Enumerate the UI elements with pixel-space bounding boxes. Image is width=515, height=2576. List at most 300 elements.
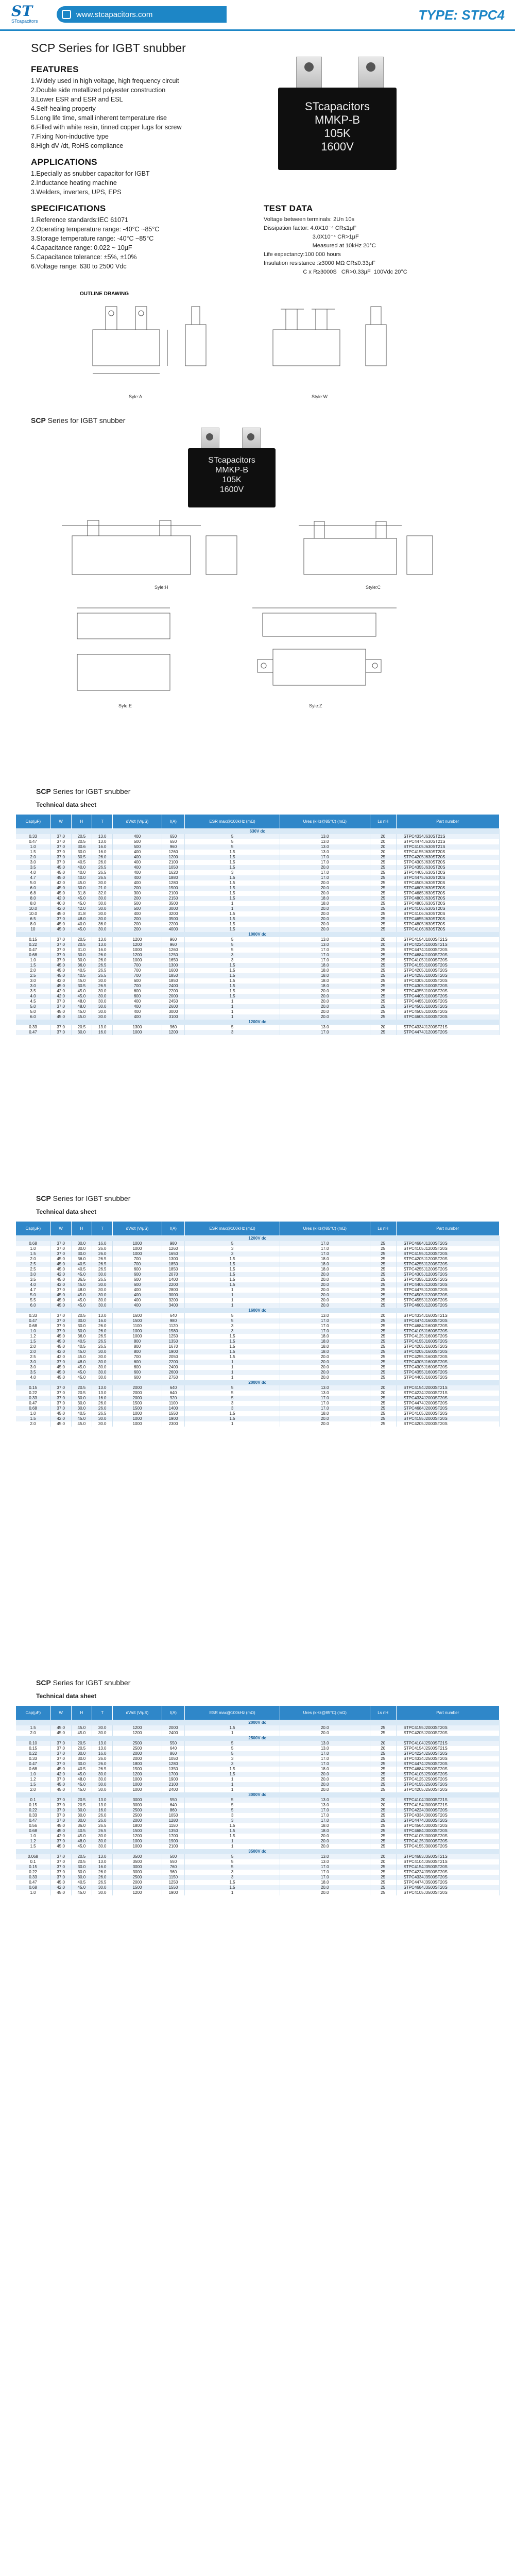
table-row xyxy=(16,1272,500,1277)
part-number-cell: STPC4605J1200ST20S xyxy=(396,1303,500,1308)
table-cell: 5 xyxy=(185,937,280,942)
table-row xyxy=(16,886,500,891)
table-cell: 45.0 xyxy=(71,1370,92,1375)
table-cell: 45.0 xyxy=(71,927,92,932)
table-cell: 400 xyxy=(113,855,162,860)
table-cell: 2450 xyxy=(162,999,185,1004)
table-cell: 37.0 xyxy=(50,1004,71,1009)
table-cell: 45.0 xyxy=(71,1725,92,1731)
table-cell: 17.0 xyxy=(280,860,370,865)
table-cell: 25 xyxy=(370,1787,396,1792)
table-row xyxy=(16,1277,500,1282)
table-cell: 25 xyxy=(370,1818,396,1823)
table-cell: 40.5 xyxy=(71,1767,92,1772)
table-cell: 400 xyxy=(113,834,162,839)
table-cell: 1.5 xyxy=(185,1823,280,1828)
table-cell: 20.5 xyxy=(71,1803,92,1808)
part-number-cell: STPC4684J1200ST20S xyxy=(396,1241,500,1246)
table-cell: 25 xyxy=(370,999,396,1004)
list-item: 1.Reference standards:IEC 61071 xyxy=(31,216,129,224)
table-cell: 45.0 xyxy=(50,1267,71,1272)
part-number-cell: STPC4224J3500ST20S xyxy=(396,1870,500,1875)
table-cell: 26.5 xyxy=(92,1339,113,1344)
table-cell: 13.0 xyxy=(280,1391,370,1396)
table-cell: 1000 xyxy=(113,1334,162,1339)
table-cell: 300 xyxy=(113,891,162,896)
table-cell: 37.0 xyxy=(50,1859,71,1865)
list-item: 3.Storage temperature range: -40°C ~85°C xyxy=(31,235,154,242)
table-cell: 26.0 xyxy=(92,1761,113,1767)
table-cell: 48.0 xyxy=(71,1287,92,1293)
table-cell: 5 xyxy=(185,1318,280,1324)
table-cell: 1 xyxy=(185,906,280,911)
table-cell: 1350 xyxy=(162,1828,185,1834)
table-cell: 0.33 xyxy=(16,834,51,839)
table-cell: 6.8 xyxy=(16,891,51,896)
table-cell: 20.5 xyxy=(71,1313,92,1318)
part-number-cell: STPC4684J2500ST20S xyxy=(396,1767,500,1772)
table-cell: 25 xyxy=(370,1875,396,1880)
table-cell: 25 xyxy=(370,947,396,953)
table-row xyxy=(16,978,500,984)
table-row xyxy=(16,1416,500,1421)
table-cell: 1 xyxy=(185,1287,280,1293)
table-cell: 2.0 xyxy=(16,1421,51,1427)
table-cell: 1.0 xyxy=(16,1890,51,1895)
part-number-cell: STPC4224J2500ST20S xyxy=(396,1751,500,1756)
table-cell: 42.0 xyxy=(50,994,71,999)
table-cell: 600 xyxy=(113,1375,162,1380)
table-cell: 37.0 xyxy=(50,1329,71,1334)
table-cell: 1.5 xyxy=(185,994,280,999)
table-cell: 20.0 xyxy=(280,1772,370,1777)
table-row xyxy=(16,1406,500,1411)
table-row xyxy=(16,1859,500,1865)
table-cell: 25 xyxy=(370,1421,396,1427)
table-cell: 30.0 xyxy=(92,1839,113,1844)
voltage-group-row xyxy=(16,1380,500,1385)
table-row xyxy=(16,994,500,999)
table-cell: 1250 xyxy=(162,1880,185,1885)
table-cell: 37.0 xyxy=(50,1406,71,1411)
table-cell: 2100 xyxy=(162,860,185,865)
table-cell: 25 xyxy=(370,1365,396,1370)
table-cell: 2100 xyxy=(162,891,185,896)
table-cell: 1600 xyxy=(113,1313,162,1318)
table-row xyxy=(16,1421,500,1427)
table-cell: 17.0 xyxy=(280,947,370,953)
part-number-cell: STPC4255J1200ST20S xyxy=(396,1262,500,1267)
table-cell: 3 xyxy=(185,1875,280,1880)
table-row xyxy=(16,1030,500,1035)
table-cell: 30.0 xyxy=(92,927,113,932)
table-cell: 8.0 xyxy=(16,896,51,901)
table-row xyxy=(16,958,500,963)
table-cell: 37.0 xyxy=(50,1025,71,1030)
table-row xyxy=(16,1360,500,1365)
table-cell: 26.5 xyxy=(92,1767,113,1772)
table-cell: 0.68 xyxy=(16,1241,51,1246)
table-cell: 13.0 xyxy=(280,839,370,844)
table-row xyxy=(16,839,500,844)
part-number-cell: STPC4305J1000ST20S xyxy=(396,984,500,989)
table-cell: 20.0 xyxy=(280,1298,370,1303)
table-cell: 4.0 xyxy=(16,870,51,875)
table-cell: 3000 xyxy=(113,1870,162,1875)
table-cell: 26.0 xyxy=(92,1756,113,1761)
table-cell: 500 xyxy=(113,844,162,850)
table-cell: 45.0 xyxy=(50,1365,71,1370)
table-cell: 2400 xyxy=(162,1731,185,1736)
table-cell: 40.5 xyxy=(71,1262,92,1267)
table-cell: 25 xyxy=(370,968,396,973)
part-number-cell: STPC4805J630ST20S xyxy=(396,896,500,901)
table-cell: 700 xyxy=(113,963,162,968)
part-number-cell: STPC4683J3500ST21S xyxy=(396,1854,500,1859)
table-cell: 1200 xyxy=(113,1834,162,1839)
table-cell: 1900 xyxy=(162,1890,185,1895)
table-cell: 1000 xyxy=(113,1030,162,1035)
table-cell: 5 xyxy=(185,834,280,839)
voltage-group-row xyxy=(16,1308,500,1313)
table-cell: 45.0 xyxy=(50,1303,71,1308)
table-cell: 600 xyxy=(113,1267,162,1272)
table-cell: 26.0 xyxy=(92,860,113,865)
table-cell: 550 xyxy=(162,1741,185,1746)
part-number-cell: STPC4105J3500ST20S xyxy=(396,1890,500,1895)
table-cell: 25 xyxy=(370,1282,396,1287)
website-banner[interactable] xyxy=(57,6,227,23)
table-cell: 400 xyxy=(113,1293,162,1298)
table-cell: 21.0 xyxy=(92,886,113,891)
table-cell: 20.0 xyxy=(280,1004,370,1009)
table-cell: 18.0 xyxy=(280,1334,370,1339)
test-data-heading: TEST DATA xyxy=(264,204,313,213)
table-cell: 1350 xyxy=(162,1339,185,1344)
table-cell: 42.0 xyxy=(50,1354,71,1360)
table-cell: 2070 xyxy=(162,1272,185,1277)
table-cell: 40.5 xyxy=(71,1344,92,1349)
table-cell: 5 xyxy=(185,1396,280,1401)
table-cell: 0.15 xyxy=(16,1385,51,1391)
table2-subtitle: Technical data sheet xyxy=(36,1208,97,1215)
table-row xyxy=(16,963,500,968)
table-cell: 0.33 xyxy=(16,1025,51,1030)
table-cell: 13.0 xyxy=(92,1859,113,1865)
part-number-cell: STPC4405J1200ST20S xyxy=(396,1282,500,1287)
table-cell: 20 xyxy=(370,1859,396,1865)
table-cell: 45.0 xyxy=(71,978,92,984)
part-number-cell: STPC4205J2500ST20S xyxy=(396,1787,500,1792)
table-cell: 2.5 xyxy=(16,1267,51,1272)
table-cell: 3000 xyxy=(162,906,185,911)
table-row xyxy=(16,1391,500,1396)
capacitor-photo xyxy=(268,57,412,175)
table-cell: 1500 xyxy=(113,1401,162,1406)
table-cell: 5 xyxy=(185,1803,280,1808)
table-cell: 45.0 xyxy=(50,1334,71,1339)
table-cell: 960 xyxy=(162,937,185,942)
table-cell: 1260 xyxy=(162,850,185,855)
table-cell: 13.0 xyxy=(92,1391,113,1396)
table-cell: 17.0 xyxy=(280,1030,370,1035)
table-cell: 1880 xyxy=(162,875,185,880)
table-cell: 25 xyxy=(370,1251,396,1257)
table-cell: 30.0 xyxy=(92,1421,113,1427)
table-cell: 1.5 xyxy=(16,850,51,855)
table-cell: 25 xyxy=(370,1293,396,1298)
table-cell: 4.5 xyxy=(16,999,51,1004)
column-header: T xyxy=(92,815,113,829)
table-cell: 20.0 xyxy=(280,1365,370,1370)
table-row xyxy=(16,1370,500,1375)
table-cell: 3 xyxy=(185,1246,280,1251)
table-cell: 17.0 xyxy=(280,875,370,880)
table-cell: 1800 xyxy=(113,1761,162,1767)
table-cell: 36.5 xyxy=(71,1277,92,1282)
voltage-group-row xyxy=(16,1849,500,1854)
table-cell: 30.5 xyxy=(71,855,92,860)
table-cell: 48.0 xyxy=(71,999,92,1004)
table-cell: 25 xyxy=(370,927,396,932)
table-cell: 20.0 xyxy=(280,1777,370,1782)
table-cell: 2.0 xyxy=(16,1349,51,1354)
table-cell: 0.47 xyxy=(16,1318,51,1324)
table-cell: 18.0 xyxy=(280,963,370,968)
table-cell: 1900 xyxy=(162,1839,185,1844)
table-cell: 1000 xyxy=(113,1241,162,1246)
table-cell: 25 xyxy=(370,1834,396,1839)
table-cell: 1850 xyxy=(162,1267,185,1272)
table-cell: 5 xyxy=(185,1859,280,1865)
table-cell: 25 xyxy=(370,1262,396,1267)
table-cell: 17.0 xyxy=(280,1870,370,1875)
table-cell: 20.0 xyxy=(280,1354,370,1360)
table-cell: 1.2 xyxy=(16,1777,51,1782)
table-row xyxy=(16,1746,500,1751)
table-row xyxy=(16,1767,500,1772)
table-row xyxy=(16,1257,500,1262)
table-cell: 650 xyxy=(162,834,185,839)
table-cell: 1800 xyxy=(113,1823,162,1828)
table-cell: 30.0 xyxy=(92,1282,113,1287)
table-row xyxy=(16,1880,500,1885)
table-cell: 2.5 xyxy=(16,973,51,978)
table-cell: 1.5 xyxy=(185,1334,280,1339)
table-cell: 20 xyxy=(370,1025,396,1030)
voltage-group-row xyxy=(16,1020,500,1025)
column-header: ESR max@100kHz (mΩ) xyxy=(185,1706,280,1720)
website-url[interactable]: www.stcapacitors.com xyxy=(76,10,153,19)
specifications-list xyxy=(31,215,159,271)
product-type: TYPE: STPC4 xyxy=(418,7,505,23)
table-cell: 45.0 xyxy=(50,922,71,927)
table-cell: 400 xyxy=(113,1004,162,1009)
part-number-cell: STPC4154J2000ST21S xyxy=(396,1385,500,1391)
part-number-cell: STPC4505J1000ST20S xyxy=(396,1004,500,1009)
table-cell: 2100 xyxy=(162,1844,185,1849)
table-cell: 36.0 xyxy=(71,963,92,968)
table-cell: 26.5 xyxy=(92,973,113,978)
table-cell: 5 xyxy=(185,839,280,844)
table-cell: 1.5 xyxy=(185,865,280,870)
column-header: Cap(μF) xyxy=(16,1222,51,1236)
part-number-cell: STPC4205J2000ST20S xyxy=(396,1731,500,1736)
table-cell: 30.0 xyxy=(92,880,113,886)
table-cell: 17.0 xyxy=(280,1818,370,1823)
part-number-cell: STPC4305J1600ST20S xyxy=(396,1360,500,1365)
table-cell: 25 xyxy=(370,958,396,963)
table-cell: 20.5 xyxy=(71,1859,92,1865)
table-cell: 30.0 xyxy=(71,1246,92,1251)
table-cell: 17.0 xyxy=(280,1318,370,1324)
table-cell: 30.0 xyxy=(92,1293,113,1298)
table-cell: 3 xyxy=(185,1406,280,1411)
part-number-cell: STPC4805J630ST20S xyxy=(396,901,500,906)
table-cell: 25 xyxy=(370,1411,396,1416)
table-cell: 20.0 xyxy=(280,1303,370,1308)
table-cell: 45.0 xyxy=(71,1303,92,1308)
table-cell: 8.0 xyxy=(16,901,51,906)
table-cell: 25 xyxy=(370,1344,396,1349)
table-cell: 20.0 xyxy=(280,1890,370,1895)
table-cell: 1.0 xyxy=(16,1411,51,1416)
table-cell: 1700 xyxy=(162,1834,185,1839)
table-cell: 30.0 xyxy=(71,1251,92,1257)
table-cell: 13.0 xyxy=(280,1385,370,1391)
table-cell: 17.0 xyxy=(280,1756,370,1761)
table-cell: 25 xyxy=(370,1298,396,1303)
table-cell: 18.0 xyxy=(280,901,370,906)
voltage-group-label: 1200V dc xyxy=(16,1020,500,1025)
table-cell: 700 xyxy=(113,973,162,978)
table-cell: 20.0 xyxy=(280,1272,370,1277)
table-cell: 2000 xyxy=(113,1385,162,1391)
table-cell: 45.0 xyxy=(50,1787,71,1792)
table-row xyxy=(16,1246,500,1251)
table-cell: 1000 xyxy=(113,1246,162,1251)
table-row xyxy=(16,1890,500,1895)
table-cell: 1200 xyxy=(113,1725,162,1731)
table-cell: 25 xyxy=(370,1844,396,1849)
capacitor-print-model: MMKP-B xyxy=(315,113,360,126)
table-cell: 2000 xyxy=(162,994,185,999)
table-cell: 4.0 xyxy=(16,994,51,999)
table-cell: 1500 xyxy=(113,1767,162,1772)
table-cell: 37.0 xyxy=(50,1854,71,1859)
table-cell: 40.0 xyxy=(50,901,71,906)
table-cell: 18.0 xyxy=(280,1349,370,1354)
table-cell: 1 xyxy=(185,1787,280,1792)
table-cell: 3.5 xyxy=(16,1370,51,1375)
table-cell: 1.5 xyxy=(185,1349,280,1354)
table-cell: 30.0 xyxy=(71,1241,92,1246)
table-cell: 6.0 xyxy=(16,1303,51,1308)
table-cell: 1.5 xyxy=(185,860,280,865)
table-cell: 0.47 xyxy=(16,1880,51,1885)
table-cell: 20 xyxy=(370,834,396,839)
table-cell: 37.0 xyxy=(50,1385,71,1391)
table-cell: 2.0 xyxy=(16,1731,51,1736)
table-cell: 2100 xyxy=(162,1782,185,1787)
table-cell: 2.0 xyxy=(16,1344,51,1349)
table-cell: 1 xyxy=(185,999,280,1004)
table-cell: 45.0 xyxy=(71,1354,92,1360)
table-cell: 20.0 xyxy=(280,1421,370,1427)
table-cell: 3.0 xyxy=(16,860,51,865)
table-cell: 20.0 xyxy=(280,1839,370,1844)
capacitor-print-brand: STcapacitors xyxy=(305,100,370,113)
table-cell: 20.0 xyxy=(280,1009,370,1014)
table-cell: 2.0 xyxy=(16,968,51,973)
table-cell: 960 xyxy=(162,844,185,850)
table-cell: 20 xyxy=(370,1741,396,1746)
table-cell: 1000 xyxy=(113,1787,162,1792)
table-cell: 17.0 xyxy=(280,1761,370,1767)
table-cell: 37.0 xyxy=(50,958,71,963)
table-cell: 25 xyxy=(370,1839,396,1844)
table-cell: 1.5 xyxy=(16,1251,51,1257)
column-header: I(A) xyxy=(162,815,185,829)
table-cell: 1 xyxy=(185,1370,280,1375)
table-cell: 0.068 xyxy=(16,1854,51,1859)
capacitor-body-2 xyxy=(188,448,276,507)
table-cell: 37.0 xyxy=(50,1396,71,1401)
table-cell: 0.22 xyxy=(16,1751,51,1756)
capacitor-print-voltage-2: 1600V xyxy=(219,485,244,494)
table-cell: 20.0 xyxy=(280,917,370,922)
table-cell: 30.0 xyxy=(92,1731,113,1736)
list-item: 4.Self-healing property xyxy=(31,105,96,112)
table-cell: 20 xyxy=(370,942,396,947)
table-cell: 30.0 xyxy=(92,999,113,1004)
table-row xyxy=(16,953,500,958)
table-cell: 25 xyxy=(370,891,396,896)
table-cell: 45.0 xyxy=(50,1767,71,1772)
table-cell: 13.0 xyxy=(92,839,113,844)
part-number-cell: STPC4205J1600ST20S xyxy=(396,1349,500,1354)
table-cell: 2.0 xyxy=(16,1257,51,1262)
table-cell: 37.0 xyxy=(50,1391,71,1396)
style-c-label: Style:C xyxy=(366,585,381,590)
table-cell: 45.0 xyxy=(71,1890,92,1895)
table-cell: 25 xyxy=(370,1241,396,1246)
table-cell: 17.0 xyxy=(280,1246,370,1251)
table-cell: 20 xyxy=(370,850,396,855)
table-cell: 3.5 xyxy=(16,989,51,994)
table-cell: 40.5 xyxy=(71,1880,92,1885)
table-cell: 37.0 xyxy=(50,1756,71,1761)
table-cell: 25 xyxy=(370,1287,396,1293)
part-number-cell: STPC4154J3000ST21S xyxy=(396,1803,500,1808)
part-number-cell: STPC4305J1600ST20S xyxy=(396,1365,500,1370)
table-cell: 20.5 xyxy=(71,1741,92,1746)
list-item: 5.Long life time, small inherent temperature rise xyxy=(31,114,167,122)
specifications-heading: SPECIFICATIONS xyxy=(31,204,106,213)
table-cell: 1.2 xyxy=(16,1839,51,1844)
table-cell: 45.0 xyxy=(50,1375,71,1380)
table-cell: 5.5 xyxy=(16,1298,51,1303)
table-row xyxy=(16,999,500,1004)
table-cell: 1850 xyxy=(162,1262,185,1267)
part-number-cell: STPC4305J630ST20S xyxy=(396,860,500,865)
web-icon xyxy=(62,10,71,19)
table-row xyxy=(16,1834,500,1839)
table-cell: 3 xyxy=(185,953,280,958)
part-number-cell: STPC4474J2500ST20S xyxy=(396,1761,500,1767)
table-row xyxy=(16,989,500,994)
column-header: H xyxy=(71,815,92,829)
